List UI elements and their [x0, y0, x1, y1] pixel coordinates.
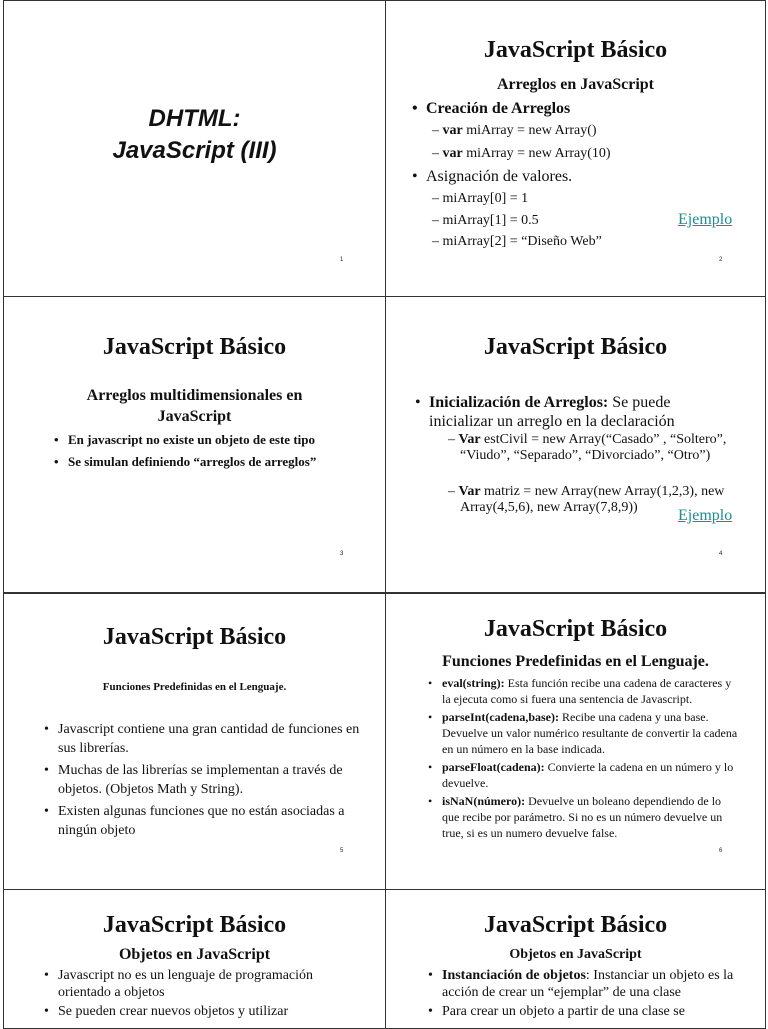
code-text: estCivil = new Array(“Casado” , “Soltero”, “Viudo”, “Separado”, “Divorciado”, “Otro”)	[460, 432, 727, 463]
bullet: • Creación de Arreglos	[412, 100, 571, 117]
slide-number: 3	[340, 551, 344, 557]
bullet-bold: Instanciación de objetos	[442, 968, 586, 983]
slide-number: 1	[340, 257, 344, 263]
list-item: • parseInt(cadena,base): Recibe una cadena y una base. Devuelve un valor numérico resultante de convertir la cadena en un número en la base indicada.	[428, 710, 738, 756]
sub-bullet: – Var estCivil = new Array(“Casado” , “Soltero”, “Viudo”, “Separado”, “Divorciado”, “Otro”)	[448, 432, 727, 463]
subtitle-line-1: Arreglos multidimensionales en	[86, 387, 303, 404]
slide-title: JavaScript Básico	[483, 334, 668, 360]
slide-subtitle: Objetos en JavaScript	[118, 946, 271, 963]
list-item: • Se simulan definiendo “arreglos de arreglos”	[54, 454, 317, 469]
bullet-text: Javascript contiene una gran cantidad de funciones en sus librerías.	[58, 722, 360, 756]
bullet: • Asignación de valores.	[412, 168, 573, 185]
keyword: Var	[458, 484, 481, 499]
list-item: • Se pueden crear nuevos objetos y utilizar	[44, 1004, 289, 1019]
function-name: parseInt(cadena,base):	[442, 710, 559, 724]
bullet-text: Para crear un objeto a partir de una clase se	[442, 1004, 685, 1019]
slide-title: JavaScript Básico	[102, 624, 287, 650]
slide-3	[3, 296, 386, 593]
function-desc: Recibe una cadena y una base. Devuelve un valor numérico resultante de convertir la cadena en un número en la base indicada.	[442, 710, 738, 756]
slide-title	[4, 103, 385, 167]
function-name: parseFloat(cadena):	[442, 760, 545, 774]
bullet-dot: •	[415, 394, 421, 411]
bullet-text: Se pueden crear nuevos objetos y utilizar	[58, 1004, 289, 1019]
list-item: • Existen algunas funciones que no están asociadas a ningún objeto	[44, 804, 345, 838]
slide-number: 5	[340, 848, 344, 854]
function-desc: Devuelve un boleano dependiendo de lo que recibe por parámetro. Si no es un número devuelve un true, si es un numero devuelve false.	[442, 794, 723, 840]
slide-4	[385, 296, 766, 593]
bullet-list	[428, 967, 738, 1020]
function-desc: Convierte la cadena en un número y lo devuelve.	[442, 760, 734, 790]
slide-subtitle: Funciones Predefinidas en el Lenguaje.	[102, 681, 287, 693]
slide-number: 2	[719, 257, 723, 263]
bullet-text: Se puede inicializar un arreglo en la declaración	[429, 394, 675, 430]
slide-subtitle: Funciones Predefinidas en el Lenguaje.	[442, 653, 709, 670]
code-text: miArray = new Array(10)	[462, 146, 611, 161]
slide-number: 6	[719, 848, 723, 854]
slide-subtitle	[4, 385, 385, 427]
bullet-text: En javascript no existe un objeto de este tipo	[68, 432, 315, 447]
bullet-text: Asignación de valores.	[426, 168, 573, 185]
bullet-list	[44, 967, 364, 1020]
bullet-text: : Instanciar un objeto es la acción de crear un “ejemplar” de una clase	[442, 968, 734, 1000]
list-item: • En javascript no existe un objeto de este tipo	[54, 432, 315, 447]
slide-8	[385, 889, 766, 1029]
subtitle-line-2: JavaScript	[157, 408, 232, 425]
bullet-text: Javascript no es un lenguaje de programación orientado a objetos	[58, 968, 314, 1000]
function-name: eval(string):	[442, 676, 505, 690]
slide-1	[3, 0, 386, 297]
keyword: Var	[458, 432, 481, 447]
bullet-list	[54, 431, 334, 470]
title-line-2: JavaScript (III)	[112, 137, 277, 164]
bullet-text: Existen algunas funciones que no están asociadas a ningún objeto	[58, 804, 345, 838]
slide-subtitle: Arreglos en JavaScript	[496, 76, 654, 93]
code-text: matriz = new Array(new Array(1,2,3), new Array(4,5,6), new Array(7,8,9))	[460, 484, 725, 515]
code-text: miArray[0] = 1	[442, 191, 529, 206]
function-list	[428, 675, 738, 841]
sub-bullet: – miArray[1] = 0.5	[432, 213, 539, 228]
sub-bullet: – miArray[2] = “Diseño Web”	[432, 234, 602, 249]
slide-title: JavaScript Básico	[483, 37, 668, 63]
keyword: var	[442, 123, 463, 138]
list-item: • Javascript no es un lenguaje de programación orientado a objetos	[44, 968, 314, 1000]
bullet-list	[44, 720, 364, 840]
sub-bullet: – var miArray = new Array(10)	[432, 146, 611, 161]
sub-bullet: – var miArray = new Array()	[432, 123, 597, 138]
list-item: • parseFloat(cadena): Convierte la cadena en un número y lo devuelve.	[428, 760, 734, 790]
list-item: • Instanciación de objetos: Instanciar un objeto es la acción de crear un “ejemplar” de una clase	[428, 968, 734, 1000]
slide-7	[3, 889, 386, 1029]
bullet-text: Creación de Arreglos	[426, 100, 571, 117]
list-item: • Muchas de las librerías se implementan a través de objetos. (Objetos Math y String).	[44, 763, 343, 797]
keyword: var	[442, 146, 463, 161]
slide-title: JavaScript Básico	[483, 616, 668, 642]
slide-6	[385, 593, 766, 890]
sub-bullet: – Var matriz = new Array(new Array(1,2,3), new Array(4,5,6), new Array(7,8,9))	[448, 484, 725, 515]
list-item: • eval(string): Esta función recibe una cadena de caracteres y la ejecuta como si fuera una sentencia de Javascript.	[428, 676, 732, 706]
slide-subtitle: Objetos en JavaScript	[509, 947, 642, 962]
list-item: • Javascript contiene una gran cantidad de funciones en sus librerías.	[44, 722, 360, 756]
slide-title: JavaScript Básico	[102, 912, 287, 938]
ejemplo-link[interactable]: Ejemplo	[678, 507, 733, 524]
list-item: • isNaN(número): Devuelve un boleano dependiendo de lo que recibe por parámetro. Si no es un número devuelve un true, si es un numero devuelve false.	[428, 794, 723, 840]
title-line-1: DHTML:	[148, 105, 241, 132]
slide-title: JavaScript Básico	[102, 334, 287, 360]
bullet-text: Muchas de las librerías se implementan a través de objetos. (Objetos Math y String).	[58, 763, 343, 797]
slide-title: JavaScript Básico	[483, 912, 668, 938]
slide-number: 4	[719, 551, 723, 557]
list-item: • Para crear un objeto a partir de una clase se	[428, 1004, 685, 1019]
ejemplo-link[interactable]: Ejemplo	[678, 211, 733, 228]
function-name: isNaN(número):	[442, 794, 526, 808]
bullet-text: Se simulan definiendo “arreglos de arreglos”	[68, 454, 317, 469]
slide-5	[3, 593, 386, 890]
bullet	[415, 393, 729, 431]
code-text: miArray = new Array()	[462, 123, 597, 138]
bullet-bold: Inicialización de Arreglos:	[429, 394, 609, 411]
sub-bullet: – miArray[0] = 1	[432, 191, 529, 206]
code-text: miArray[1] = 0.5	[442, 213, 539, 228]
code-text: miArray[2] = “Diseño Web”	[442, 234, 602, 249]
slide-2	[385, 0, 766, 297]
function-desc: Esta función recibe una cadena de caracteres y la ejecuta como si fuera una sentencia de Javascript.	[442, 676, 732, 706]
